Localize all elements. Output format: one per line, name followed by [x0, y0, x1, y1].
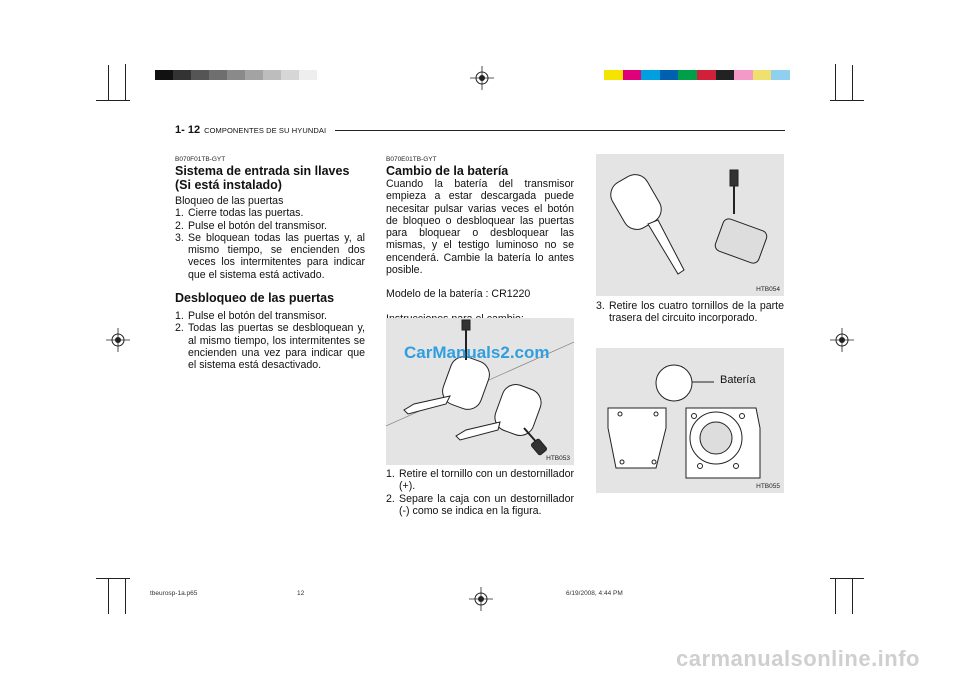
list-item: 1. Retire el tornillo con un destornillador (+). — [386, 468, 574, 493]
key-screwdriver-icon — [386, 318, 574, 465]
footer-date: 6/19/2008, 4:44 PM — [566, 590, 623, 597]
section-title: COMPONENTES DE SU HYUNDAI — [204, 126, 327, 135]
lock-section — [175, 195, 365, 281]
figure-key-disassembly — [386, 318, 574, 465]
footer-file: tbeurosp-1a.p65 — [150, 590, 198, 597]
circuit-battery-icon — [596, 348, 784, 493]
crop-mark — [96, 100, 130, 101]
color-swatch — [281, 70, 299, 80]
section-code: B070F01TB-GYT — [175, 156, 226, 163]
list-item: 1. Cierre todas las puertas. — [175, 207, 304, 220]
section-heading: Desbloqueo de las puertas — [175, 291, 335, 306]
color-swatch — [299, 70, 317, 80]
column-1 — [175, 156, 365, 372]
color-swatch — [155, 70, 173, 80]
registration-mark-icon — [469, 587, 493, 611]
page-header — [175, 124, 326, 136]
crop-mark — [830, 578, 864, 579]
registration-mark-icon — [830, 328, 854, 352]
site-watermark: carmanualsonline.info — [676, 646, 920, 671]
list-item: 2. Todas las puertas se desbloquean y, al mismo tiempo, los intermitentes se encienden una vez para indicar que el sistema está desactivado. — [175, 322, 365, 372]
footer-page: 12 — [297, 590, 305, 597]
color-swatch — [227, 70, 245, 80]
figure-transmitter-screws — [596, 154, 784, 296]
crop-mark — [830, 100, 864, 101]
color-swatch — [623, 70, 642, 80]
subheading: Bloqueo de las puertas — [175, 195, 284, 207]
color-swatch — [660, 70, 679, 80]
registration-mark-icon — [106, 328, 130, 352]
column-3-step — [596, 300, 784, 325]
column-2 — [386, 156, 574, 325]
color-swatch — [753, 70, 772, 80]
section-code: B070E01TB-GYT — [386, 156, 437, 163]
page-number: 1- 12 — [175, 124, 201, 136]
column-2-steps — [386, 468, 574, 517]
color-swatch — [173, 70, 191, 80]
section-heading: Sistema de entrada sin llaves (Si está instalado) — [175, 164, 350, 192]
color-bar — [604, 70, 790, 80]
list-item: 2. Pulse el botón del transmisor. — [175, 219, 327, 232]
transmitter-screwdriver-icon — [596, 154, 784, 296]
color-swatch — [263, 70, 281, 80]
crop-mark — [835, 64, 836, 100]
unlock-section — [175, 310, 365, 371]
color-swatch — [697, 70, 716, 80]
list-item: 3. Se bloquean todas las puertas y, al mismo tiempo, se encienden dos veces los intermitentes para indicar que el sistema está activado. — [175, 231, 365, 281]
crop-mark — [108, 578, 109, 614]
color-swatch — [245, 70, 263, 80]
figure-code: HTB055 — [756, 483, 780, 490]
color-swatch — [771, 70, 790, 80]
registration-mark-icon — [470, 66, 494, 90]
color-swatch — [716, 70, 735, 80]
battery-model: Modelo de la batería : CR1220 — [386, 288, 531, 301]
color-swatch — [604, 70, 623, 80]
crop-mark — [125, 64, 126, 100]
list-item: 3. Retire los cuatro tornillos de la parte trasera del circuito incorporado. — [596, 300, 784, 325]
list-item: 1. Pulse el botón del transmisor. — [175, 310, 327, 323]
grayscale-bar — [155, 70, 317, 80]
crop-mark — [852, 578, 853, 614]
color-swatch — [678, 70, 697, 80]
color-swatch — [209, 70, 227, 80]
intro-paragraph: Cuando la batería del transmisor empieza a estar descargada puede necesitar pulsar varias veces el botón de bloqueo o desbloquear las puertas para bloquear o desbloquear las mismas, y el testigo luminoso no se encenderá. Cambie la batería lo antes posible. — [386, 178, 574, 277]
color-swatch — [191, 70, 209, 80]
crop-mark — [125, 578, 126, 614]
header-rule — [335, 130, 785, 131]
crop-mark — [108, 65, 109, 101]
battery-label: Batería — [720, 374, 756, 386]
watermark: CarManuals2.com — [404, 343, 550, 362]
section-heading: Cambio de la batería — [386, 164, 509, 178]
crop-mark — [835, 578, 836, 614]
figure-code: HTB053 — [546, 455, 570, 462]
figure-code: HTB054 — [756, 286, 780, 293]
crop-mark — [852, 65, 853, 101]
figure-battery-replacement — [596, 348, 784, 493]
crop-mark — [96, 578, 130, 579]
color-swatch — [734, 70, 753, 80]
list-item: 2. Separe la caja con un destornillador (-) como se indica en la figura. — [386, 492, 574, 517]
color-swatch — [641, 70, 660, 80]
